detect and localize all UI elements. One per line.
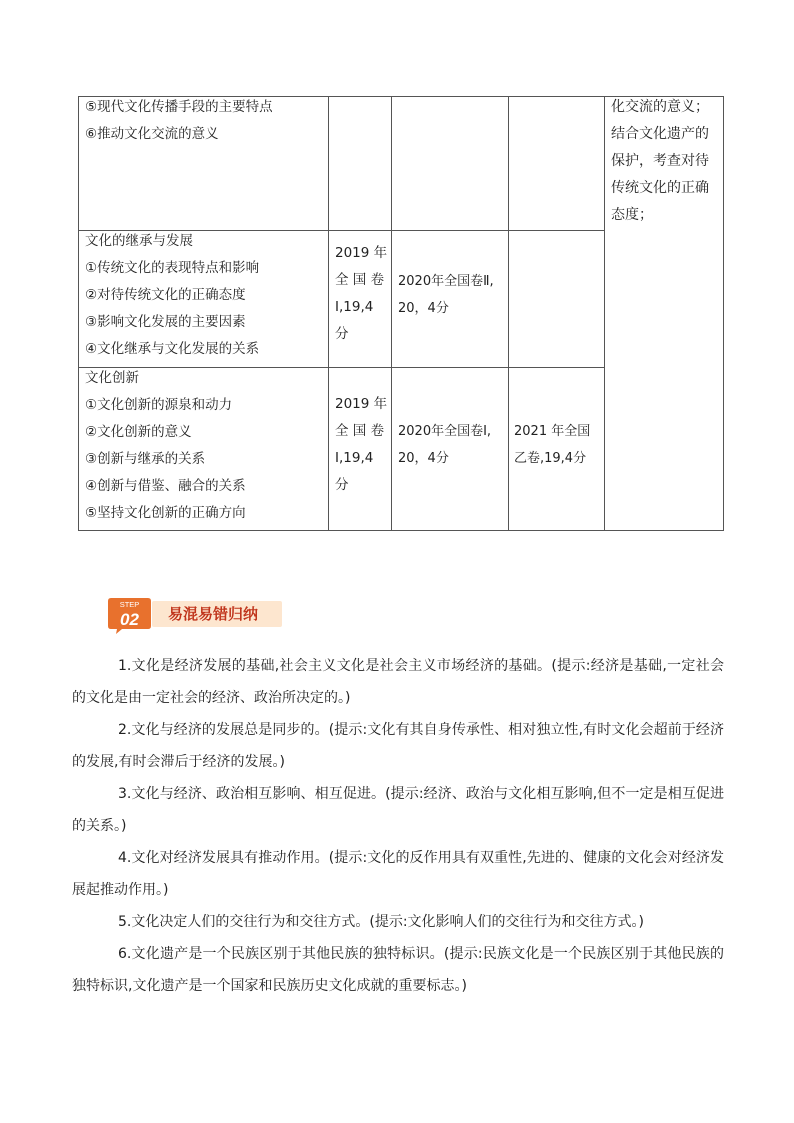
knowledge-point: ⑥推动文化交流的意义 <box>85 126 219 142</box>
table-col-divider <box>508 97 509 530</box>
table-row <box>85 94 325 148</box>
list-item: 5.文化决定人们的交往行为和交往方式。(提示:文化影响人们的交往行为和交往方式。) <box>118 914 644 930</box>
exam-ref-2020: 2020年全国卷Ⅱ, 20，4分 <box>398 274 494 316</box>
analysis-cell: 化交流的意义； 结合文化遗产的 保护，考查对待 传统文化的正确 态度； <box>611 99 709 223</box>
knowledge-point: ②对待传统文化的正确态度 <box>85 287 246 303</box>
exam-ref-2021: 2021 年全国 乙卷,19,4分 <box>514 424 591 466</box>
step-number: 02 <box>120 610 139 629</box>
knowledge-point: ①文化创新的源泉和动力 <box>85 397 233 413</box>
knowledge-point: ①传统文化的表现特点和影响 <box>85 260 260 276</box>
table-col-divider <box>391 97 392 530</box>
table-col-divider <box>604 97 605 530</box>
error-list <box>72 650 724 1002</box>
knowledge-point: ③创新与继承的关系 <box>85 451 206 467</box>
table-row <box>85 365 325 527</box>
knowledge-point: ⑤坚持文化创新的正确方向 <box>85 505 246 521</box>
knowledge-point: ③影响文化发展的主要因素 <box>85 314 246 330</box>
topic-heading: 文化创新 <box>85 370 139 386</box>
list-item: 3.文化与经济、政治相互影响、相互促进。(提示:经济、政治与文化相互影响,但不一定是相互促进的关系。) <box>72 786 724 834</box>
table-col-divider <box>328 97 329 530</box>
list-item: 1.文化是经济发展的基础,社会主义文化是社会主义市场经济的基础。(提示:经济是基础,一定社会的文化是由一定社会的经济、政治所决定的。) <box>72 658 724 706</box>
step-label: STEP <box>119 600 140 609</box>
knowledge-point: ④创新与借鉴、融合的关系 <box>85 478 246 494</box>
exam-ref-2020: 2020年全国卷Ⅰ, 20，4分 <box>398 424 492 466</box>
topic-heading: 文化的继承与发展 <box>85 233 193 249</box>
list-item: 6.文化遗产是一个民族区别于其他民族的独特标识。(提示:民族文化是一个民族区别于其他民族的独特标识,文化遗产是一个国家和民族历史文化成就的重要标志。) <box>72 946 724 994</box>
knowledge-point: ⑤现代文化传播手段的主要特点 <box>85 99 273 115</box>
section-heading <box>108 596 278 636</box>
knowledge-table <box>78 96 724 531</box>
exam-ref-2019: 2019 年 全 国 卷 Ⅰ,19,4 分 <box>335 245 388 342</box>
list-item: 2.文化与经济的发展总是同步的。(提示:文化有其自身传承性、相对独立性,有时文化会超前于经济的发展,有时会滞后于经济的发展。) <box>72 722 724 770</box>
list-item: 4.文化对经济发展具有推动作用。(提示:文化的反作用具有双重性,先进的、健康的文化会对经济发展起推动作用。) <box>72 850 724 898</box>
step-badge-icon <box>108 596 152 634</box>
knowledge-point: ②文化创新的意义 <box>85 424 192 440</box>
table-row <box>85 228 325 363</box>
exam-ref-2019: 2019 年 全 国 卷 Ⅰ,19,4 分 <box>335 396 388 493</box>
section-title: 易混易错归纳 <box>168 605 259 623</box>
knowledge-point: ④文化继承与文化发展的关系 <box>85 341 260 357</box>
